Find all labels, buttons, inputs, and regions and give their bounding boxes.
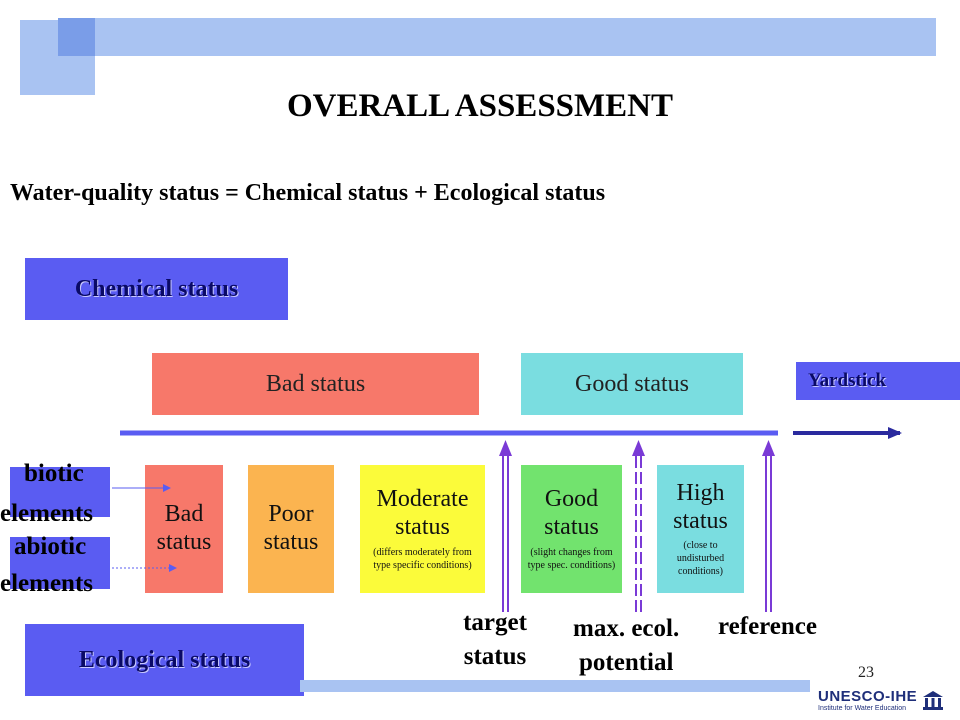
logo-name: UNESCO-IHE: [818, 688, 918, 705]
eco-moderate-line2: status: [395, 514, 450, 540]
temple-icon: [921, 689, 945, 711]
unesco-ihe-logo: [818, 680, 960, 720]
max-ecol-line1: max. ecol.: [573, 615, 680, 642]
eco-good-line1: Good: [544, 486, 599, 513]
eco-moderate-note: (differs moderately from type specific conditions): [373, 546, 472, 571]
ecological-status-text: Ecological status: [78, 646, 251, 673]
slide-title: OVERALL ASSESSMENT: [286, 88, 674, 124]
biotic-label-line1: biotic: [24, 460, 84, 487]
chemical-status-text: Chemical status: [74, 275, 239, 302]
eco-high-line1: High: [676, 479, 725, 506]
target-status-line2: status: [463, 642, 527, 670]
abiotic-label-line2: elements: [0, 570, 94, 597]
max-ecol-line2: potential: [579, 648, 674, 676]
yardstick-text: Yardstick: [808, 370, 887, 391]
eco-good-line2: status: [544, 514, 599, 540]
eco-bad-line2: status: [156, 529, 212, 555]
eco-poor-line2: status: [263, 529, 319, 555]
reference-label: reference: [718, 613, 817, 640]
chemical-good-status-text: Good status: [575, 370, 689, 397]
eco-moderate-line1: Moderate: [376, 486, 469, 513]
reference-arrow: [762, 440, 775, 612]
eco-high-note: (close to undisturbed conditions): [676, 540, 725, 578]
decor-bar-bottom: [300, 680, 810, 692]
eco-high-line2: status: [673, 507, 728, 534]
max-ecol-potential-arrow: [632, 440, 645, 612]
biotic-label-line2: elements: [0, 500, 94, 527]
formula-text: Water-quality status = Chemical status + Ecological status: [10, 180, 606, 206]
target-status-line1: target: [463, 609, 527, 636]
abiotic-label-line1: abiotic: [14, 533, 87, 560]
logo-subtitle: Institute for Water Education: [818, 705, 907, 712]
page-number: 23: [858, 664, 874, 681]
eco-bad-line1: Bad: [164, 501, 204, 528]
target-status-arrow: [499, 440, 512, 612]
chemical-bad-status-text: Bad status: [265, 370, 366, 397]
eco-good-note: (slight changes from type spec. conditions): [527, 546, 616, 571]
eco-poor-line1: Poor: [268, 501, 314, 528]
